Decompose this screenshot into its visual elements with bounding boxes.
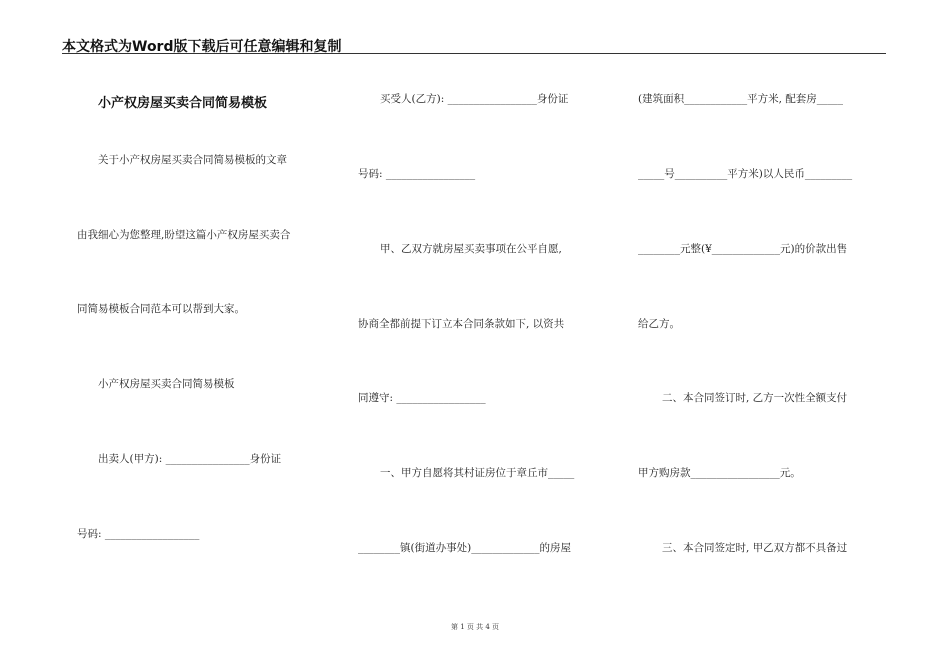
text-line: _____号__________平方米)以人民币_________ bbox=[638, 168, 853, 180]
text-line: 协商全都前提下订立本合同条款如下, 以资共 bbox=[358, 318, 565, 330]
text-line: 出卖人(甲方): ________________身份证 bbox=[98, 453, 282, 465]
text-line: 二、本合同签订时, 乙方一次性全额支付 bbox=[662, 392, 848, 404]
text-line: ________镇(街道办事处)_____________的房屋 bbox=[358, 542, 571, 554]
text-line: 同遵守: _________________ bbox=[358, 392, 486, 404]
header-divider bbox=[62, 53, 886, 54]
text-line: 甲方购房款_________________元。 bbox=[638, 467, 801, 479]
text-line: 号码: _________________ bbox=[358, 168, 476, 180]
text-line: 给乙方。 bbox=[638, 318, 680, 330]
page-indicator: 第 1 页 共 4 页 bbox=[450, 623, 500, 631]
text-line: 号码: __________________ bbox=[77, 528, 200, 540]
text-line: 甲、乙双方就房屋买卖事项在公平自愿, bbox=[380, 243, 562, 255]
text-line: 三、本合同签定时, 甲乙双方都不具备过 bbox=[662, 542, 848, 554]
text-line: 一、甲方自愿将其村证房位于章丘市_____ bbox=[380, 467, 575, 479]
text-line: 同简易模板合同范本可以帮到大家。 bbox=[77, 303, 245, 315]
text-line: 关于小产权房屋买卖合同简易模板的文章 bbox=[98, 154, 287, 166]
document-header-title: 本文格式为Word版下载后可任意编辑和复制 bbox=[62, 39, 342, 55]
text-line: 小产权房屋买卖合同简易模板 bbox=[98, 378, 235, 390]
text-line: 由我细心为您整理,盼望这篇小产权房屋买卖合 bbox=[77, 229, 291, 241]
text-line: (建筑面积____________平方米, 配套房_____ bbox=[638, 93, 844, 105]
text-line: 买受人(乙方): _________________身份证 bbox=[380, 93, 569, 105]
text-line: ________元整(¥_____________元)的价款出售 bbox=[638, 243, 848, 255]
document-title: 小产权房屋买卖合同简易模板 bbox=[98, 96, 268, 111]
